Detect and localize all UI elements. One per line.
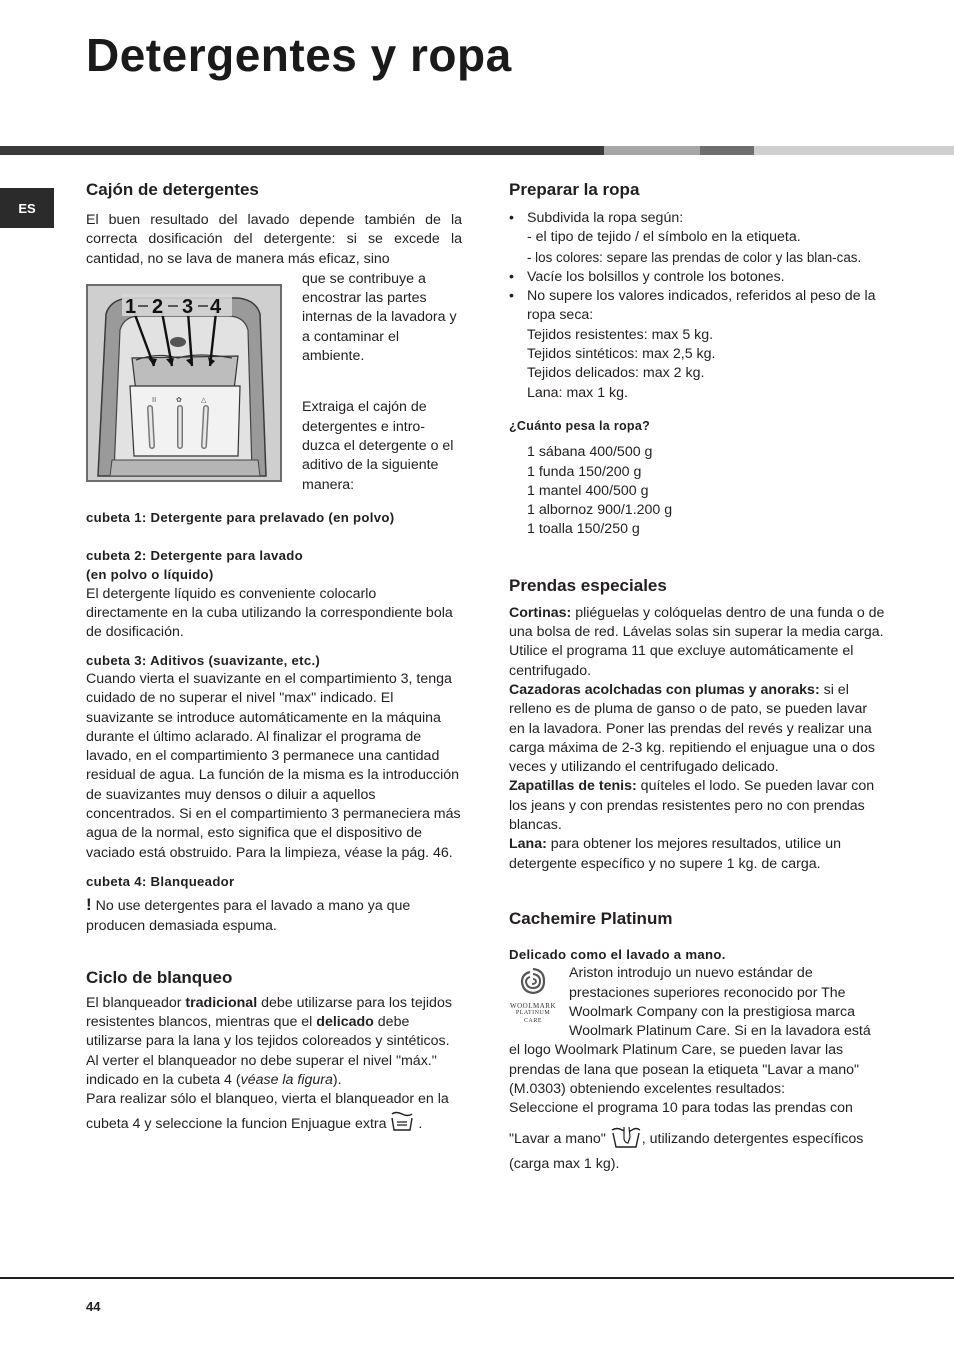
prepare-heading: Preparar la ropa: [509, 180, 640, 199]
compartment-2-text: El detergente líquido es conveniente colocarlo directamente en la cuba utilizando la correspondiente bola de dosificación.: [86, 585, 453, 641]
right-column: [509, 178, 885, 1174]
left-column: [86, 178, 462, 1138]
cashmere-section: [509, 907, 885, 1174]
header-bar-mid: [604, 146, 700, 155]
bleach-text-3: Para realizar sólo el blanqueo, vierta el blanqueador en la cubeta 4 y seleccione la funcion Enjuague extra .: [86, 1090, 462, 1138]
compartment-2-subtitle: (en polvo o líquido): [86, 567, 214, 583]
header-bar-accent: [700, 146, 754, 155]
woolmark-logo: WOOLMARK PLATINUM CARE: [509, 966, 557, 1022]
figure-label-2: 2: [152, 295, 164, 318]
special-jackets: Cazadoras acolchadas con plumas y anoraks: si el relleno es de pluma de ganso o de pato, se pueden lavar en la lavadora. Poner las prendas del revés y realizar una carga máxima de 2-3 kg. repitiendo el enjuague una o dos veces y utilizando el centrifugado delicado.: [509, 681, 875, 776]
list-item: • No supere los valores indicados, referidos al peso de la ropa seca: Tejidos resistentes: max 5 kg. Tejidos sintéticos: max 2,5 kg. Tejidos delicados: max 2 kg. Lana: max 1 kg.: [509, 287, 885, 403]
hand-wash-icon: [610, 1123, 642, 1155]
page-title: Detergentes y ropa: [86, 29, 512, 81]
compartment-2-title: cubeta 2: Detergente para lavado: [86, 548, 304, 564]
cashmere-handwash: "Lavar a mano" , utilizando detergentes específicos (carga max 1 kg).: [509, 1123, 885, 1175]
detergent-drawer-figure: [86, 284, 282, 482]
list-item: • Vacíe los bolsillos y controle los botones.: [509, 268, 885, 287]
special-heading: Prendas especiales: [509, 575, 667, 595]
header-bar-light: [754, 146, 954, 155]
weight-limits: Tejidos resistentes: max 5 kg. Tejidos sintéticos: max 2,5 kg. Tejidos delicados: max 2 kg. Lana: max 1 kg.: [527, 326, 716, 401]
list-item: • Subdivida la ropa según: - el tipo de tejido / el símbolo en la etiqueta. - los colores: separe las prendas de color y las blan-cas.: [509, 209, 885, 268]
drawer-figure-block: [86, 270, 462, 506]
special-sneakers: Zapatillas de tenis: quíteles el lodo. Se pueden lavar con los jeans y con prendas resistentes pero no con prendas blancas.: [509, 778, 875, 834]
drawer-heading: Cajón de detergentes: [86, 180, 259, 199]
warning-text: No use detergentes para el lavado a mano ya que producen demasiada espuma.: [86, 898, 411, 934]
page-number: 44: [86, 1299, 101, 1314]
list-item: 1 albornoz 900/1.200 g: [527, 502, 673, 519]
weight-question: ¿Cuánto pesa la ropa?: [509, 418, 651, 433]
figure-label-1: 1: [125, 295, 137, 318]
drawer-text-continued: que se contribuye a encostrar las partes internas de la lavadora y a contaminar el ambiente.: [302, 270, 457, 365]
drawer-instructions: Extraiga el cajón de detergentes e intro-duzca el detergente o el aditivo de la siguiente manera:: [302, 399, 454, 493]
compartment-3-text: Cuando vierta el suavizante en el compartimiento 3, tenga cuidado de no superar el nivel "max" indicado. El suavizante se introduce automáticamente en la máquina durante el último aclarado. Al finalizar el programa de lavado, en el compartimiento 3 permanece una cantidad residual de agua. La función de la misma es la introducción de suavizantes muy densos o diluir a aquellos concentrados. Si en el compartimiento 3 permaneciera más agua de la normal, esto significa que el dispositivo de vaciado está obstruido. Para la limpieza, véase la pág. 46.: [86, 670, 461, 861]
prepare-list: [509, 209, 885, 403]
drawer-section: [86, 178, 462, 936]
woolmark-icon: [518, 966, 548, 996]
special-wool: Lana: para obtener los mejores resultados, utilice un detergente específico y no supere 1 kg. de carga.: [509, 836, 841, 872]
list-item: 1 funda 150/200 g: [527, 463, 642, 480]
cashmere-program: Seleccione el programa 10 para todas las prendas con: [509, 1100, 853, 1117]
cashmere-text: Ariston introdujo un nuevo estándar de prestaciones superiores reconocido por The Woolmark Company con la prestigiosa marca Woolmark Platinum Care. Si en la lavadora está el logo Woolmark Platinum Care, se pueden lavar las prendas de lana que posean la etiqueta "Lavar a mano" (M.0303) obteniendo excelentes resultados:: [509, 965, 871, 1097]
svg-text:✿: ✿: [176, 395, 182, 404]
figure-label-3: 3: [182, 295, 194, 318]
footer-rule: [0, 1277, 954, 1279]
special-curtains: Cortinas: pliéguelas y colóquelas dentro de una funda o de una bolsa de red. Lávelas solas sin superar la media carga. Utilice el programa 11 que excluye automáticamente el centrifugado.: [509, 604, 885, 679]
cashmere-heading: Cachemire Platinum: [509, 908, 673, 928]
compartment-1-title: cubeta 1: Detergente para prelavado (en polvo): [86, 509, 395, 525]
special-section: [509, 574, 885, 874]
bleach-section: [86, 966, 462, 1138]
list-item: 1 sábana 400/500 g: [527, 444, 653, 461]
cashmere-body: [509, 964, 885, 1174]
figure-label-4: 4: [210, 295, 222, 318]
figure-side-text: [302, 270, 462, 495]
warning-note: [86, 895, 462, 936]
compartment-4-title: cubeta 4: Blanqueador: [86, 873, 235, 889]
language-tab: ES: [0, 188, 54, 228]
svg-text:△: △: [201, 395, 207, 404]
weight-examples: [509, 443, 885, 539]
compartment-3-title: cubeta 3: Aditivos (suavizante, etc.): [86, 652, 321, 668]
bleach-heading: Ciclo de blanqueo: [86, 967, 233, 987]
bleach-text-1: El blanqueador tradicional debe utilizarse para los tejidos resistentes blancos, mientras que el delicado debe utilizarse para la lana y los tejidos coloreados y sintéticos.: [86, 994, 452, 1050]
extra-rinse-icon: [390, 1110, 414, 1138]
warning-icon: !: [86, 895, 92, 915]
bleach-text-2: Al verter el blanqueador no debe superar el nivel "máx." indicado en la cubeta 4 (véase la figura).: [86, 1052, 437, 1089]
detergent-drawer-illustration: [88, 286, 280, 480]
header-bar-dark: [0, 146, 604, 155]
svg-text:II: II: [152, 395, 157, 404]
list-item: 1 toalla 150/250 g: [527, 521, 640, 538]
cashmere-subtitle: Delicado como el lavado a mano.: [509, 946, 726, 962]
prepare-section: [509, 178, 885, 540]
drawer-intro: El buen resultado del lavado depende también de la correcta dosificación del detergente: si se excede la cantidad, no se lava de manera más eficaz, sino: [86, 212, 462, 267]
list-item: 1 mantel 400/500 g: [527, 482, 649, 499]
